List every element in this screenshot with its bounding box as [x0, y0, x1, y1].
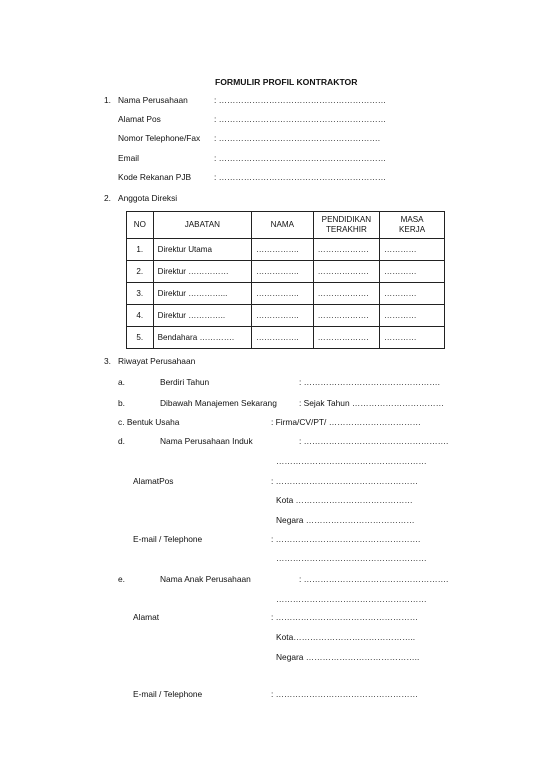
- induk-email-label: E-mail / Telephone: [133, 534, 203, 544]
- induk-email-continuation: ………………………………………………: [276, 553, 427, 563]
- cell-pendidikan: ……………….: [313, 283, 379, 305]
- cell-no: 3.: [127, 283, 154, 305]
- cell-pendidikan: ……………….: [313, 261, 379, 283]
- header-nama: NAMA: [252, 212, 314, 239]
- header-no: NO: [127, 212, 154, 239]
- header-jabatan: JABATAN: [153, 212, 251, 239]
- field-value-email: : ……………………………………………………: [214, 153, 387, 163]
- cell-masa-kerja: …………: [380, 327, 445, 349]
- section-1-number: 1.: [104, 95, 111, 105]
- cell-masa-kerja: …………: [380, 283, 445, 305]
- perusahaan-induk-value: : …………………………………………….: [299, 436, 449, 446]
- manajemen-label: Dibawah Manajemen Sekarang: [160, 398, 277, 408]
- field-label-email: Email: [118, 153, 139, 163]
- field-value-kode-rekanan: : ……………………………………………………: [214, 172, 387, 182]
- section-2-heading: Anggota Direksi: [118, 193, 178, 203]
- perusahaan-induk-label: Nama Perusahaan Induk: [160, 436, 253, 446]
- cell-jabatan: Direktur …………...: [153, 283, 251, 305]
- bentuk-usaha-label: c. Bentuk Usaha: [118, 417, 180, 427]
- cell-masa-kerja: …………: [380, 305, 445, 327]
- induk-alamat-label: AlamatPos: [133, 476, 174, 486]
- anak-alamat-label: Alamat: [133, 612, 160, 622]
- cell-nama: …………….: [252, 327, 314, 349]
- induk-kota: Kota ……………………………………: [276, 495, 413, 505]
- cell-pendidikan: ……………….: [313, 239, 379, 261]
- item-e-letter: e.: [118, 574, 125, 584]
- anak-negara: Negara …………………………………..: [276, 652, 420, 662]
- cell-jabatan: Direktur ……………: [153, 261, 251, 283]
- table-row: [127, 305, 445, 327]
- perusahaan-induk-continuation: ………………………………………………: [276, 456, 427, 466]
- item-d-letter: d.: [118, 436, 125, 446]
- anak-perusahaan-continuation: ………………………………………………: [276, 594, 427, 604]
- anak-email-value: : ……………………………………………: [271, 689, 419, 699]
- cell-masa-kerja: …………: [380, 261, 445, 283]
- table-row: [127, 327, 445, 349]
- cell-jabatan: Direktur …………..: [153, 305, 251, 327]
- berdiri-tahun-label: Berdiri Tahun: [160, 377, 210, 387]
- anak-kota: Kota……………………………………..: [276, 632, 416, 642]
- cell-no: 2.: [127, 261, 154, 283]
- field-value-telephone-fax: : ………………………………………………….: [214, 133, 381, 143]
- cell-no: 5.: [127, 327, 154, 349]
- cell-masa-kerja: …………: [380, 239, 445, 261]
- cell-no: 1.: [127, 239, 154, 261]
- cell-nama: …………….: [252, 283, 314, 305]
- header-pendidikan: PENDIDIKAN TERAKHIR: [313, 212, 379, 239]
- cell-pendidikan: ……………….: [313, 327, 379, 349]
- cell-nama: …………….: [252, 261, 314, 283]
- anak-email-label: E-mail / Telephone: [133, 689, 203, 699]
- table-row: [127, 239, 445, 261]
- direksi-table: [126, 211, 445, 349]
- field-label-kode-rekanan: Kode Rekanan PJB: [118, 172, 192, 182]
- induk-alamat-value: : ……………………………………………: [271, 476, 419, 486]
- cell-pendidikan: ……………….: [313, 305, 379, 327]
- berdiri-tahun-value: : ………………………………………….: [299, 377, 440, 387]
- field-value-alamat-pos: : ……………………………………………………: [214, 114, 387, 124]
- section-2-number: 2.: [104, 193, 111, 203]
- cell-nama: …………….: [252, 305, 314, 327]
- section-3-number: 3.: [104, 356, 111, 366]
- form-title: FORMULIR PROFIL KONTRAKTOR: [215, 77, 358, 87]
- induk-email-value: : …………………………………………….: [271, 534, 421, 544]
- cell-no: 4.: [127, 305, 154, 327]
- anak-alamat-value: : ……………………………………………: [271, 612, 419, 622]
- table-header-row: [127, 212, 445, 239]
- cell-jabatan: Bendahara ………….: [153, 327, 251, 349]
- cell-jabatan: Direktur Utama: [153, 239, 251, 261]
- induk-negara: Negara …………………………………: [276, 515, 415, 525]
- table-row: [127, 283, 445, 305]
- manajemen-value: : Sejak Tahun ……………………………: [299, 398, 445, 408]
- field-label-nama-perusahaan: Nama Perusahaan: [118, 95, 188, 105]
- field-label-telephone-fax: Nomor Telephone/Fax: [118, 133, 201, 143]
- item-a-letter: a.: [118, 377, 125, 387]
- header-masa-kerja: MASA KERJA: [380, 212, 445, 239]
- field-label-alamat-pos: Alamat Pos: [118, 114, 161, 124]
- anak-perusahaan-value: : …………………………………………….: [299, 574, 449, 584]
- item-b-letter: b.: [118, 398, 125, 408]
- cell-nama: …………….: [252, 239, 314, 261]
- anak-perusahaan-label: Nama Anak Perusahaan: [160, 574, 251, 584]
- table-row: [127, 261, 445, 283]
- bentuk-usaha-value: : Firma/CV/PT/ ……………………………: [271, 417, 421, 427]
- section-3-heading: Riwayat Perusahaan: [118, 356, 196, 366]
- field-value-nama-perusahaan: : ……………………………………………………: [214, 95, 387, 105]
